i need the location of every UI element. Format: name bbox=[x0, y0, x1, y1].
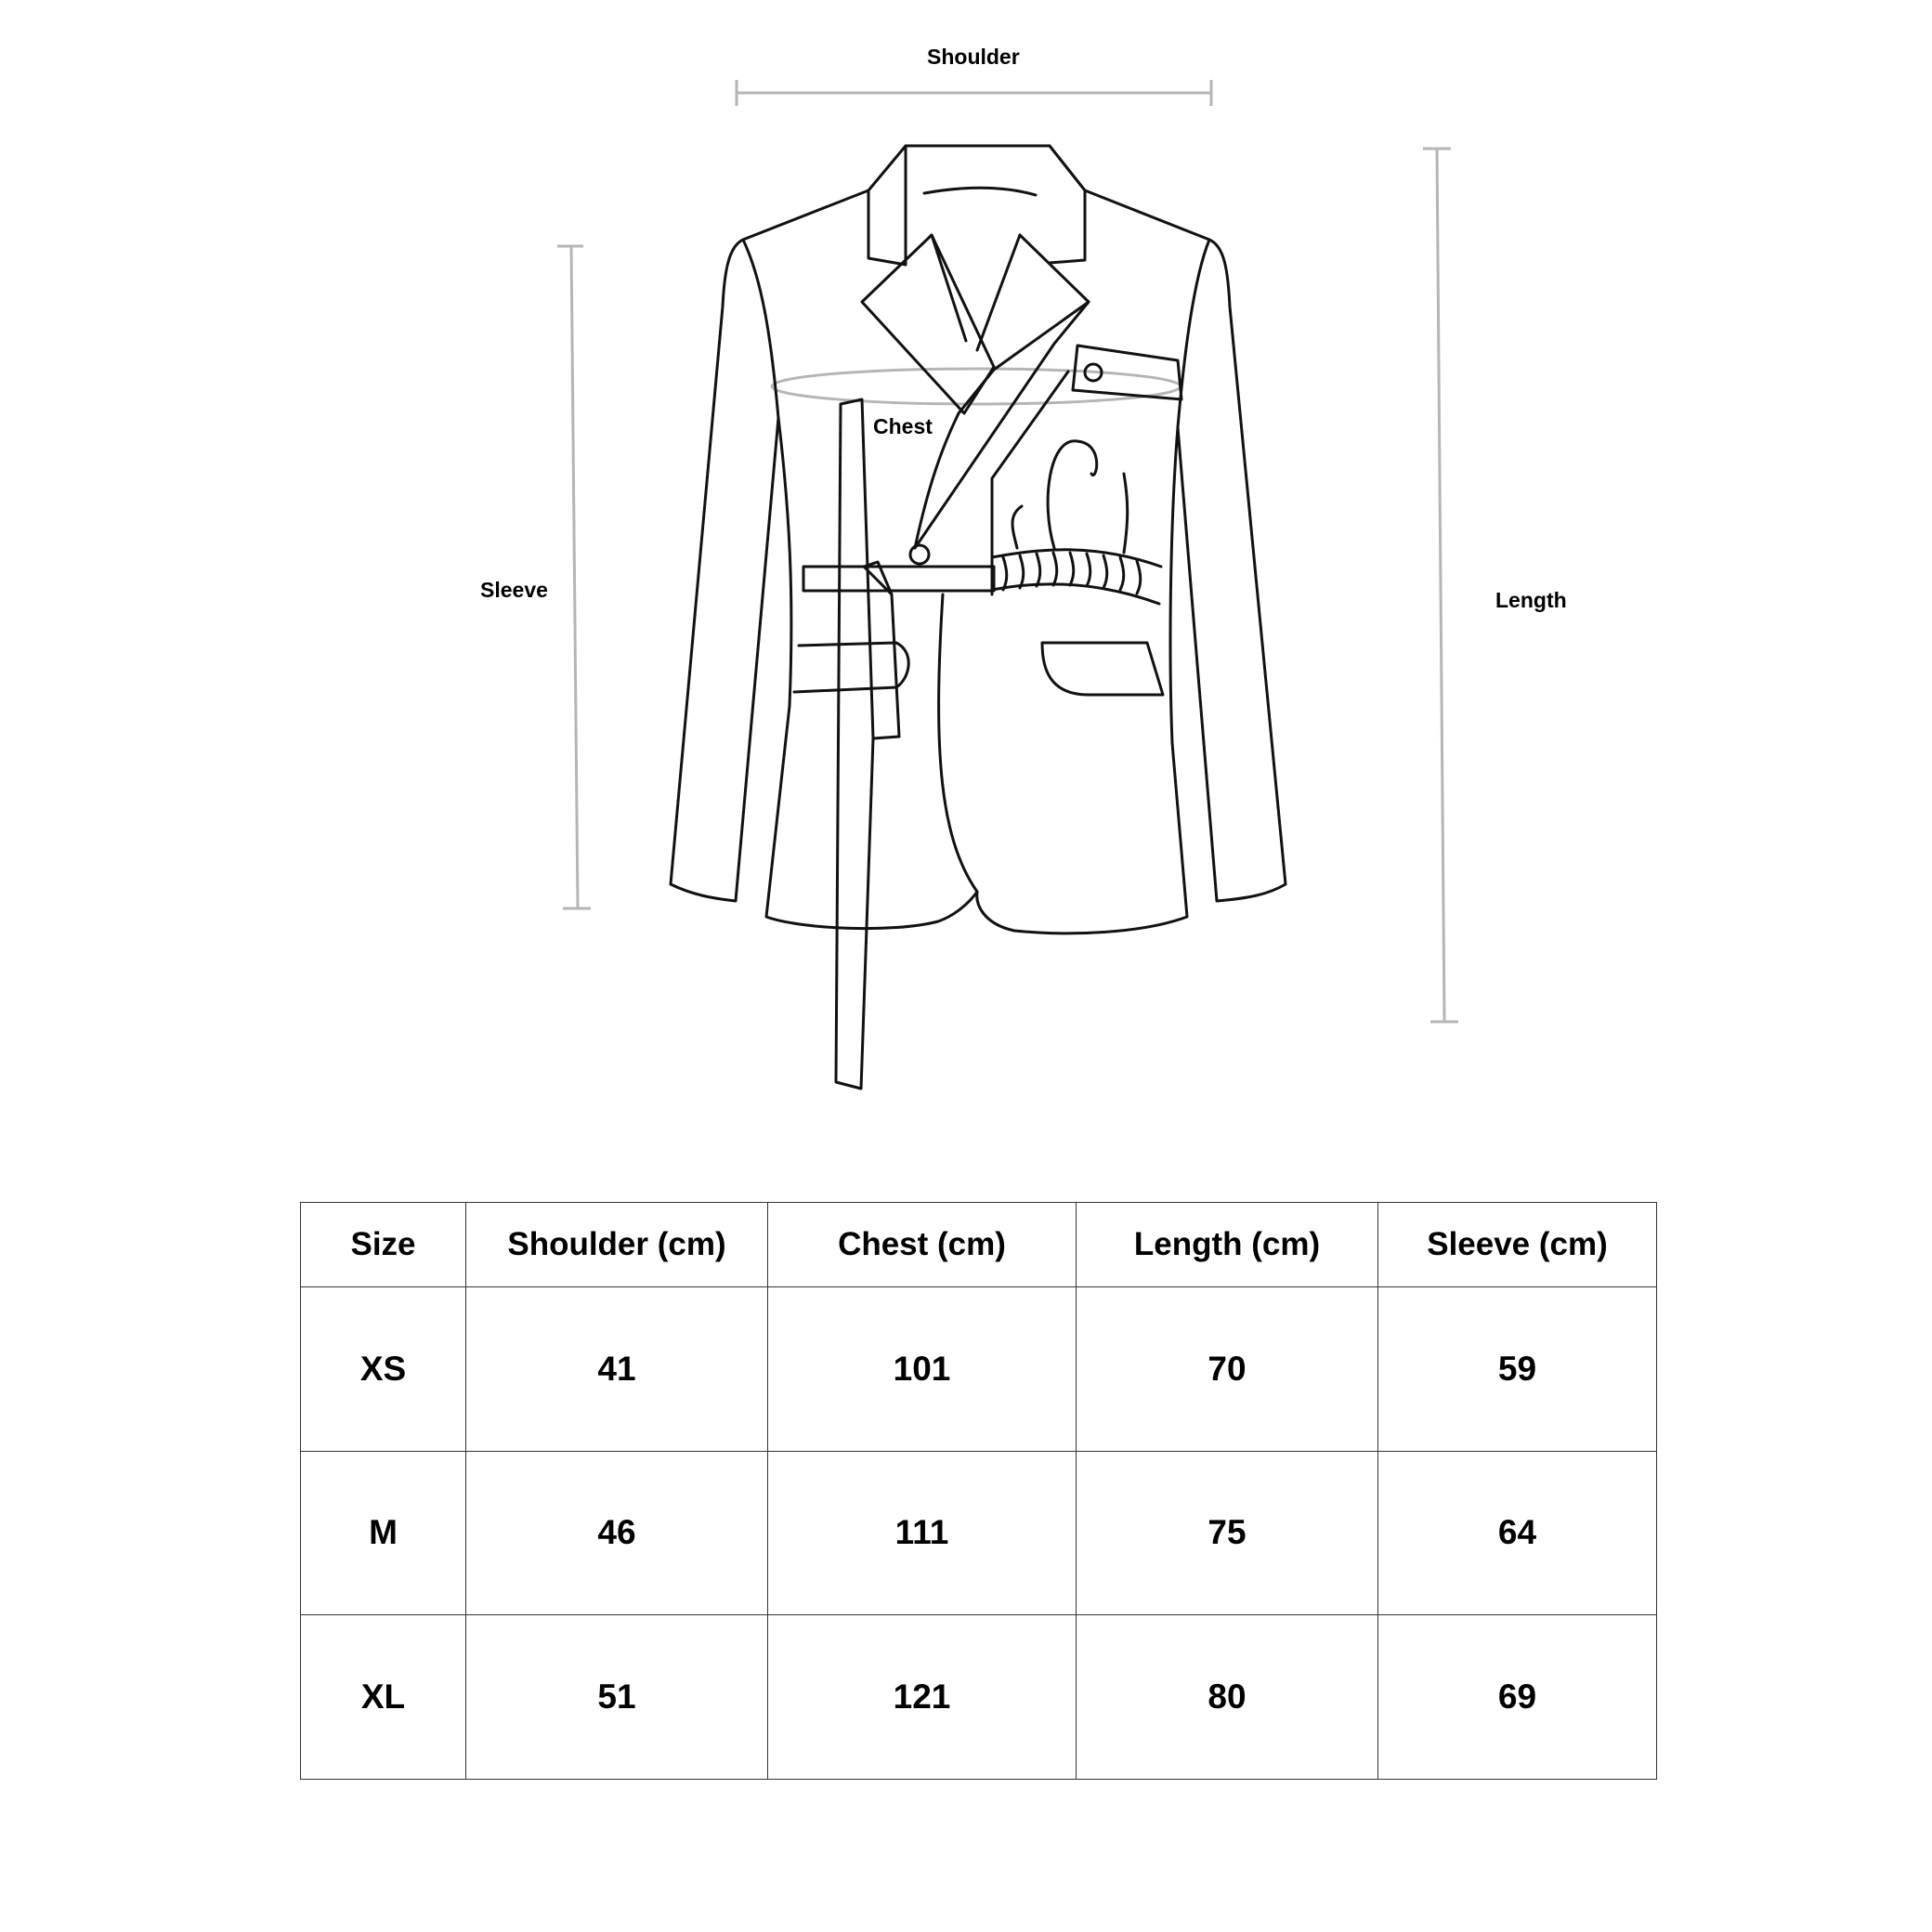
header-sleeve: Sleeve (cm) bbox=[1378, 1203, 1657, 1287]
sleeve-cell: 69 bbox=[1378, 1615, 1657, 1780]
length-cell: 75 bbox=[1077, 1451, 1378, 1615]
header-length: Length (cm) bbox=[1077, 1203, 1378, 1287]
length-guide bbox=[1423, 149, 1458, 1022]
chest-cell: 101 bbox=[768, 1287, 1077, 1452]
shoulder-cell: 46 bbox=[466, 1451, 768, 1615]
size-cell: M bbox=[301, 1451, 466, 1615]
left-sleeve bbox=[671, 240, 778, 901]
collar bbox=[868, 146, 906, 265]
chest-label: Chest bbox=[873, 414, 933, 438]
length-label: Length bbox=[1495, 588, 1567, 612]
right-hip-pocket bbox=[1042, 643, 1163, 695]
size-cell: XL bbox=[301, 1615, 466, 1780]
sleeve-label: Sleeve bbox=[480, 578, 548, 602]
shoulder-cell: 51 bbox=[466, 1615, 768, 1780]
table-row bbox=[301, 1287, 1657, 1452]
measurement-guides bbox=[557, 80, 1458, 1022]
chest-guide bbox=[772, 369, 1181, 404]
header-chest: Chest (cm) bbox=[768, 1203, 1077, 1287]
right-sleeve bbox=[1178, 240, 1286, 901]
length-cell: 80 bbox=[1077, 1615, 1378, 1780]
shoulder-cell: 41 bbox=[466, 1287, 768, 1452]
sleeve-cell: 64 bbox=[1378, 1451, 1657, 1615]
ruched-waist bbox=[992, 550, 1161, 567]
table-row bbox=[301, 1615, 1657, 1780]
header-shoulder: Shoulder (cm) bbox=[466, 1203, 768, 1287]
sleeve-cell: 59 bbox=[1378, 1287, 1657, 1452]
left-hip-pocket bbox=[794, 643, 908, 692]
size-chart-table bbox=[300, 1202, 1657, 1780]
size-table-header-row bbox=[301, 1203, 1657, 1287]
chest-cell: 111 bbox=[768, 1451, 1077, 1615]
length-cell: 70 bbox=[1077, 1287, 1378, 1452]
jacket-outline bbox=[671, 146, 1286, 1089]
chest-cell: 121 bbox=[768, 1615, 1077, 1780]
shoulder-guide bbox=[737, 80, 1211, 106]
sleeve-guide bbox=[557, 246, 591, 908]
shoulder-label: Shoulder bbox=[927, 45, 1020, 69]
size-cell: XS bbox=[301, 1287, 466, 1452]
header-size: Size bbox=[301, 1203, 466, 1287]
table-row bbox=[301, 1451, 1657, 1615]
